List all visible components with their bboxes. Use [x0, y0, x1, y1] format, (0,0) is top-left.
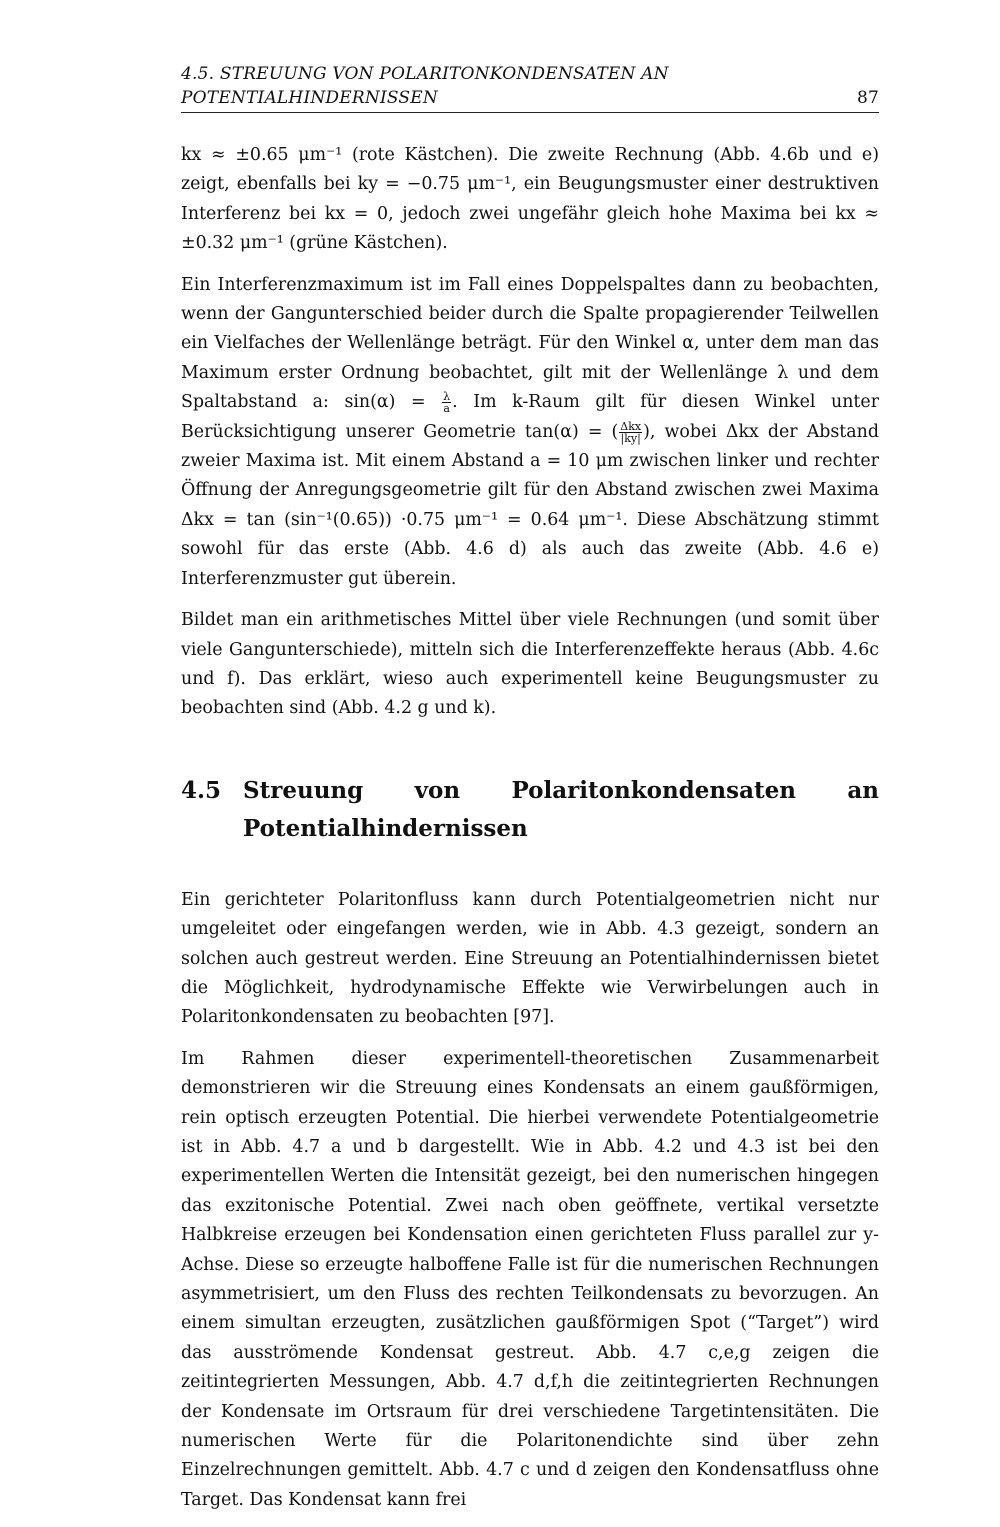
paragraph-section-intro: Ein gerichteter Polaritonfluss kann durch Potentialgeometrien nicht nur umgeleitet oder eingefangen werden, wie in Abb. 4.3 gezeigt, sondern an solchen auch gestreut werden. Eine Streuung an Potentialhindernissen bietet die Möglichkeit, hydrodynamische Effekte wie Verwirbelungen auch in Polaritonkondensaten zu beobachten [97]. — [181, 889, 879, 1028]
header-title-line1: 4.5. STREUUNG VON POLARITONKONDENSATEN AN — [181, 64, 669, 84]
page-number: 87 — [856, 88, 879, 108]
paragraph-averaging: Bildet man ein arithmetisches Mittel über viele Rechnungen (und somit über viele Gangunterschiede), mitteln sich die Interferenzeffekte heraus (Abb. 4.6c und f). Das erklärt, wieso auch experimentell keine Beugungsmuster zu beobachten sind (Abb. 4.2 g und k). — [181, 610, 879, 719]
fraction-numerator: Δkx — [620, 419, 642, 433]
para2-text-2: . Im k-Raum gilt für diesen Winkel unter Berücksichtigung unserer Geometrie tan(α) = ( — [181, 392, 880, 442]
running-header — [181, 62, 879, 113]
paragraph-interference — [181, 271, 879, 594]
fraction-numerator: λ — [443, 390, 451, 404]
paragraph-continuation: kx ≈ ±0.65 μm⁻¹ (rote Kästchen). Die zweite Rechnung (Abb. 4.6b und e) zeigt, ebenfalls bei ky = −0.75 μm⁻¹, ein Beugungsmuster einer destruktiven Interferenz bei kx = 0, jedoch zwei ungefähr gleich hohe Maxima bei kx ≈ ±0.32 μm⁻¹ (grüne Kästchen). — [181, 145, 879, 254]
document-page — [181, 62, 879, 1527]
fraction-denominator: a — [443, 402, 450, 416]
header-title-line2: POTENTIALHINDERNISSEN — [181, 88, 438, 108]
fraction-dkx-over-ky — [619, 421, 642, 444]
section-heading — [181, 772, 879, 848]
para2-text-3: ), wobei Δkx der Abstand zweier Maxima ist. Mit einem Abstand a = 10 μm zwischen linker und rechter Öffnung der Anregungsgeometrie gilt für den Abstand zwischen zwei Maxima Δkx = tan (sin⁻¹(0.65)) ·0.75 μm⁻¹ = 0.64 μm⁻¹. Diese Abschätzung stimmt sowohl für das erste (Abb. 4.6 d) als auch das zweite (Abb. 4.6 e) Interferenzmuster gut überein. — [181, 421, 879, 589]
fraction-lambda-over-a — [442, 391, 451, 414]
header-title — [181, 62, 669, 110]
section-title: Streuung von Polaritonkondensaten an Potentialhindernissen — [243, 776, 879, 842]
paragraph-section-experiment: Im Rahmen dieser experimentell-theoretischen Zusammenarbeit demonstrieren wir die Streuung eines Kondensats an einem gaußförmigen, rein optisch erzeugten Potential. Die hierbei verwendete Potentialgeometrie ist in Abb. 4.7 a und b dargestellt. Wie in Abb. 4.2 und 4.3 ist bei den experimentellen Werten die Intensität gezeigt, bei den numerischen hingegen das exzitonische Potential. Zwei nach oben geöffnete, vertikal versetzte Halbkreise erzeugen bei Kondensation einen gerichteten Fluss parallel zur y-Achse. Diese so erzeugte halboffene Falle ist für die numerischen Rechnungen asymmetrisiert, um den Fluss des rechten Teilkondensats zu bevorzugen. An einem simultan erzeugten, zusätzlichen gaußförmigen Spot (“Target”) wird das ausströmende Kondensat gestreut. Abb. 4.7 c,e,g zeigen die zeitintegrierten Messungen, Abb. 4.7 d,f,h die zeitintegrierten Rechnungen der Kondensate im Ortsraum für drei verschiedene Targetintensitäten. Die numerischen Werte für die Polaritonendichte sind über zehn Einzelrechnungen gemittelt. Abb. 4.7 c und d zeigen den Kondensatfluss ohne Target. Das Kondensat kann frei — [181, 1048, 879, 1510]
section-number: 4.5 — [181, 776, 222, 804]
para2-text-1: Ein Interferenzmaximum ist im Fall eines Doppelspaltes dann zu beobachten, wenn der Gangunterschied beider durch die Spalte propagierender Teilwellen ein Vielfaches der Wellenlänge beträgt. Für den Winkel α, unter dem man das Maximum erster Ordnung beobachtet, gilt mit der Wellenlänge λ und dem Spaltabstand a: sin(α) = — [181, 274, 879, 413]
fraction-denominator: |ky| — [620, 431, 641, 445]
body-text — [181, 141, 879, 1515]
